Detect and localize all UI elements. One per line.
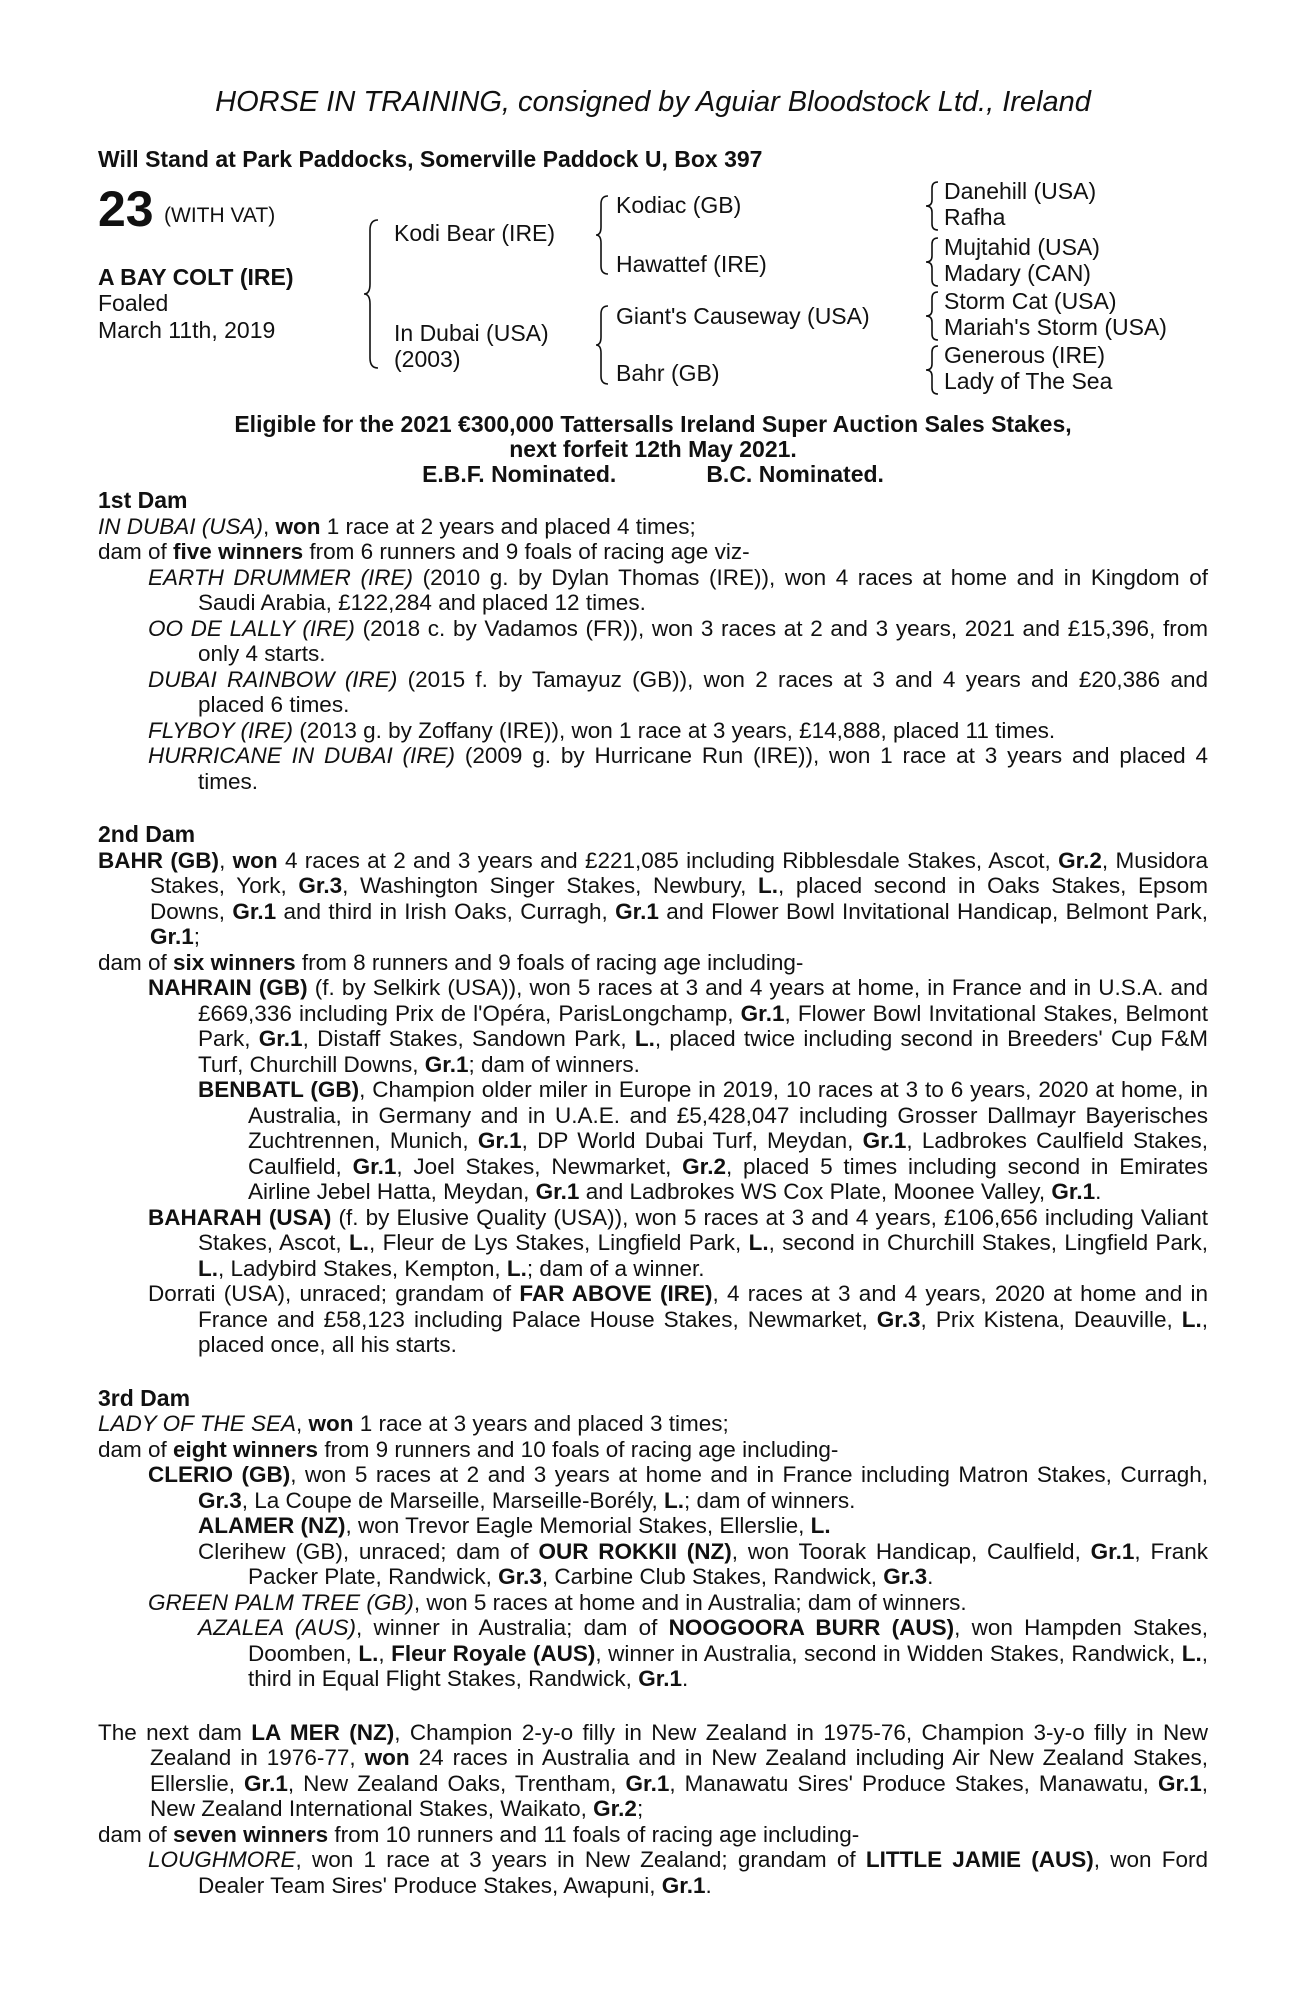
progeny-entry: DUBAI RAINBOW (IRE) (2015 f. by Tamayuz (GB)), won 2 races at 3 and 4 years and £20,386 and placed 6 times. xyxy=(148,666,1208,717)
vat-note: (WITH VAT) xyxy=(164,204,276,227)
progeny-entry: AZALEA (AUS), winner in Australia; dam of NOOGOORA BURR (AUS), won Hampden Stakes, Doomben, L., Fleur Royale (AUS), winner in Australia, second in Widden Stakes, Randwick, L., third in Equal Flight Stakes, Randwick, Gr.1. xyxy=(198,1615,1209,1691)
first-dam-record: IN DUBAI (USA), won 1 race at 2 years and placed 4 times; xyxy=(98,513,696,539)
gp-dsd: Mariah's Storm (USA) xyxy=(944,314,1167,340)
gp-ssd: Rafha xyxy=(944,204,1006,230)
gp-ddd: Lady of The Sea xyxy=(944,368,1113,394)
gp-dss: Storm Cat (USA) xyxy=(944,288,1117,314)
page-header: HORSE IN TRAINING, consigned by Aguiar Bloodstock Ltd., Ireland xyxy=(215,86,1091,118)
sire-name: Kodi Bear (IRE) xyxy=(394,220,556,246)
progeny-entry: Clerihew (GB), unraced; dam of OUR ROKKII (NZ), won Toorak Handicap, Caulfield, Gr.1, Frank Packer Plate, Randwick, Gr.3, Carbine Club Stakes, Randwick, Gr.3. xyxy=(198,1538,1208,1589)
stand-location: Will Stand at Park Paddocks, Somerville Paddock U, Box 397 xyxy=(98,146,763,172)
progeny-entry: GREEN PALM TREE (GB), won 5 races at home and in Australia; dam of winners. xyxy=(148,1589,967,1615)
progeny-entry: Dorrati (USA), unraced; grandam of FAR ABOVE (IRE), 4 races at 3 and 4 years, 2020 at home and in France and £58,123 including Palace House Stakes, Newmarket, Gr.3, Prix Kistena, Deauville, L., placed once, all his starts. xyxy=(148,1281,1208,1357)
dam-dam: Bahr (GB) xyxy=(616,360,720,386)
sire-sire: Kodiac (GB) xyxy=(616,192,742,218)
second-dam-heading: 2nd Dam xyxy=(98,821,196,847)
progeny-entry: ALAMER (NZ), won Trevor Eagle Memorial Stakes, Ellerslie, L. xyxy=(198,1513,831,1538)
eligibility-notes: Eligible for the 2021 €300,000 Tattersalls Ireland Super Auction Sales Stakes, next forfeit 12th May 2021. E.B.F. Nominated. B.C. Nominated. xyxy=(234,411,1072,487)
dam-name: In Dubai (USA) (2003) xyxy=(394,320,549,372)
first-dam-heading: 1st Dam xyxy=(98,487,188,513)
second-dam-produce: dam of six winners from 8 runners and 9 foals of racing age including- xyxy=(98,949,804,975)
gp-sds: Mujtahid (USA) xyxy=(944,234,1100,260)
next-dam-produce: dam of seven winners from 10 runners and 11 foals of racing age including- xyxy=(98,1821,860,1847)
pedigree-bracket-dam xyxy=(596,304,612,386)
pedigree-bracket-sire xyxy=(596,194,612,276)
pedigree-body xyxy=(98,488,1208,1898)
next-dam-record: The next dam LA MER (NZ), Champion 2-y-o filly in New Zealand in 1975-76, Champion 3-y-o filly in New Zealand in 1976-77, won 24 races in Australia and in New Zealand including Air New Zealand Stakes, Ellerslie, Gr.1, New Zealand Oaks, Trentham, Gr.1, Manawatu Sires' Produce Stakes, Manawatu, Gr.1, New Zealand International Stakes, Waikato, Gr.2; xyxy=(98,1719,1208,1821)
progeny-entry: FLYBOY (IRE) (2013 g. by Zoffany (IRE)), won 1 race at 3 years, £14,888, placed 11 times. xyxy=(148,717,1056,743)
third-dam-heading: 3rd Dam xyxy=(98,1384,191,1411)
gp-dds: Generous (IRE) xyxy=(944,342,1106,368)
first-dam-produce: dam of five winners from 6 runners and 9 foals of racing age viz- xyxy=(98,539,750,564)
third-dam-record: LADY OF THE SEA, won 1 race at 3 years and placed 3 times; xyxy=(98,1411,729,1436)
pedigree-bracket-sd xyxy=(926,236,942,288)
foaled-date: Foaled March 11th, 2019 xyxy=(98,290,276,343)
progeny-entry: HURRICANE IN DUBAI (IRE) (2009 g. by Hurricane Run (IRE)), won 1 race at 3 years and placed 4 times. xyxy=(148,743,1208,794)
lot-description: A BAY COLT (IRE) xyxy=(98,264,294,290)
pedigree-bracket-ds xyxy=(926,290,942,342)
progeny-entry: EARTH DRUMMER (IRE) (2010 g. by Dylan Thomas (IRE)), won 4 races at home and in Kingdom of Saudi Arabia, £122,284 and placed 12 times. xyxy=(148,564,1208,615)
lot-number: 23 xyxy=(98,181,154,237)
gp-sss: Danehill (USA) xyxy=(944,178,1097,204)
dam-sire: Giant's Causeway (USA) xyxy=(616,303,870,329)
sire-dam: Hawattef (IRE) xyxy=(616,251,767,277)
progeny-entry: LOUGHMORE, won 1 race at 3 years in New Zealand; grandam of LITTLE JAMIE (AUS), won Ford Dealer Team Sires' Produce Stakes, Awapuni, Gr.1. xyxy=(148,1847,1208,1898)
bc-nominated: B.C. Nominated. xyxy=(706,461,884,487)
pedigree-bracket-ss xyxy=(926,180,942,232)
pedigree-bracket-dd xyxy=(926,344,942,396)
progeny-entry: NAHRAIN (GB) (f. by Selkirk (USA)), won 5 races at 3 and 4 years at home, in France and in U.S.A. and £669,336 including Prix de l'Opéra, ParisLongchamp, Gr.1, Flower Bowl Invitational Stakes, Belmont Park, Gr.1, Distaff Stakes, Sandown Park, L., placed twice including second in Breeders' Cup F&M Turf, Churchill Downs, Gr.1; dam of winners. xyxy=(148,975,1209,1077)
second-dam-record: BAHR (GB), won 4 races at 2 and 3 years and £221,085 including Ribblesdale Stakes, Ascot, Gr.2, Musidora Stakes, York, Gr.3, Washington Singer Stakes, Newbury, L., placed second in Oaks Stakes, Epsom Downs, Gr.1 and third in Irish Oaks, Curragh, Gr.1 and Flower Bowl Invitational Handicap, Belmont Park, Gr.1; xyxy=(98,847,1208,949)
pedigree-bracket-main xyxy=(364,218,384,370)
gp-sdd: Madary (CAN) xyxy=(944,260,1091,286)
ebf-nominated: E.B.F. Nominated. xyxy=(422,461,617,487)
progeny-entry: BENBATL (GB), Champion older miler in Europe in 2019, 10 races at 3 to 6 years, 2020 at home, in Australia, in Germany and in U.A.E. and £5,428,047 including Grosser Dallmayr Bayerisches Zuchtrennen, Munich, Gr.1, DP World Dubai Turf, Meydan, Gr.1, Ladbrokes Caulfield Stakes, Caulfield, Gr.1, Joel Stakes, Newmarket, Gr.2, placed 5 times including second in Emirates Airline Jebel Hatta, Meydan, Gr.1 and Ladbrokes WS Cox Plate, Moonee Valley, Gr.1. xyxy=(198,1077,1208,1204)
third-dam-produce: dam of eight winners from 9 runners and 10 foals of racing age including- xyxy=(98,1436,839,1462)
progeny-entry: CLERIO (GB), won 5 races at 2 and 3 years at home and in France including Matron Stakes, Curragh, Gr.3, La Coupe de Marseille, Marseille-Borély, L.; dam of winners. xyxy=(148,1462,1208,1513)
progeny-entry: OO DE LALLY (IRE) (2018 c. by Vadamos (FR)), won 3 races at 2 and 3 years, 2021 and £15,396, from only 4 starts. xyxy=(148,615,1208,666)
progeny-entry: BAHARAH (USA) (f. by Elusive Quality (USA)), won 5 races at 3 and 4 years, £106,656 including Valiant Stakes, Ascot, L., Fleur de Lys Stakes, Lingfield Park, L., second in Churchill Stakes, Lingfield Park, L., Ladybird Stakes, Kempton, L.; dam of a winner. xyxy=(148,1204,1209,1281)
